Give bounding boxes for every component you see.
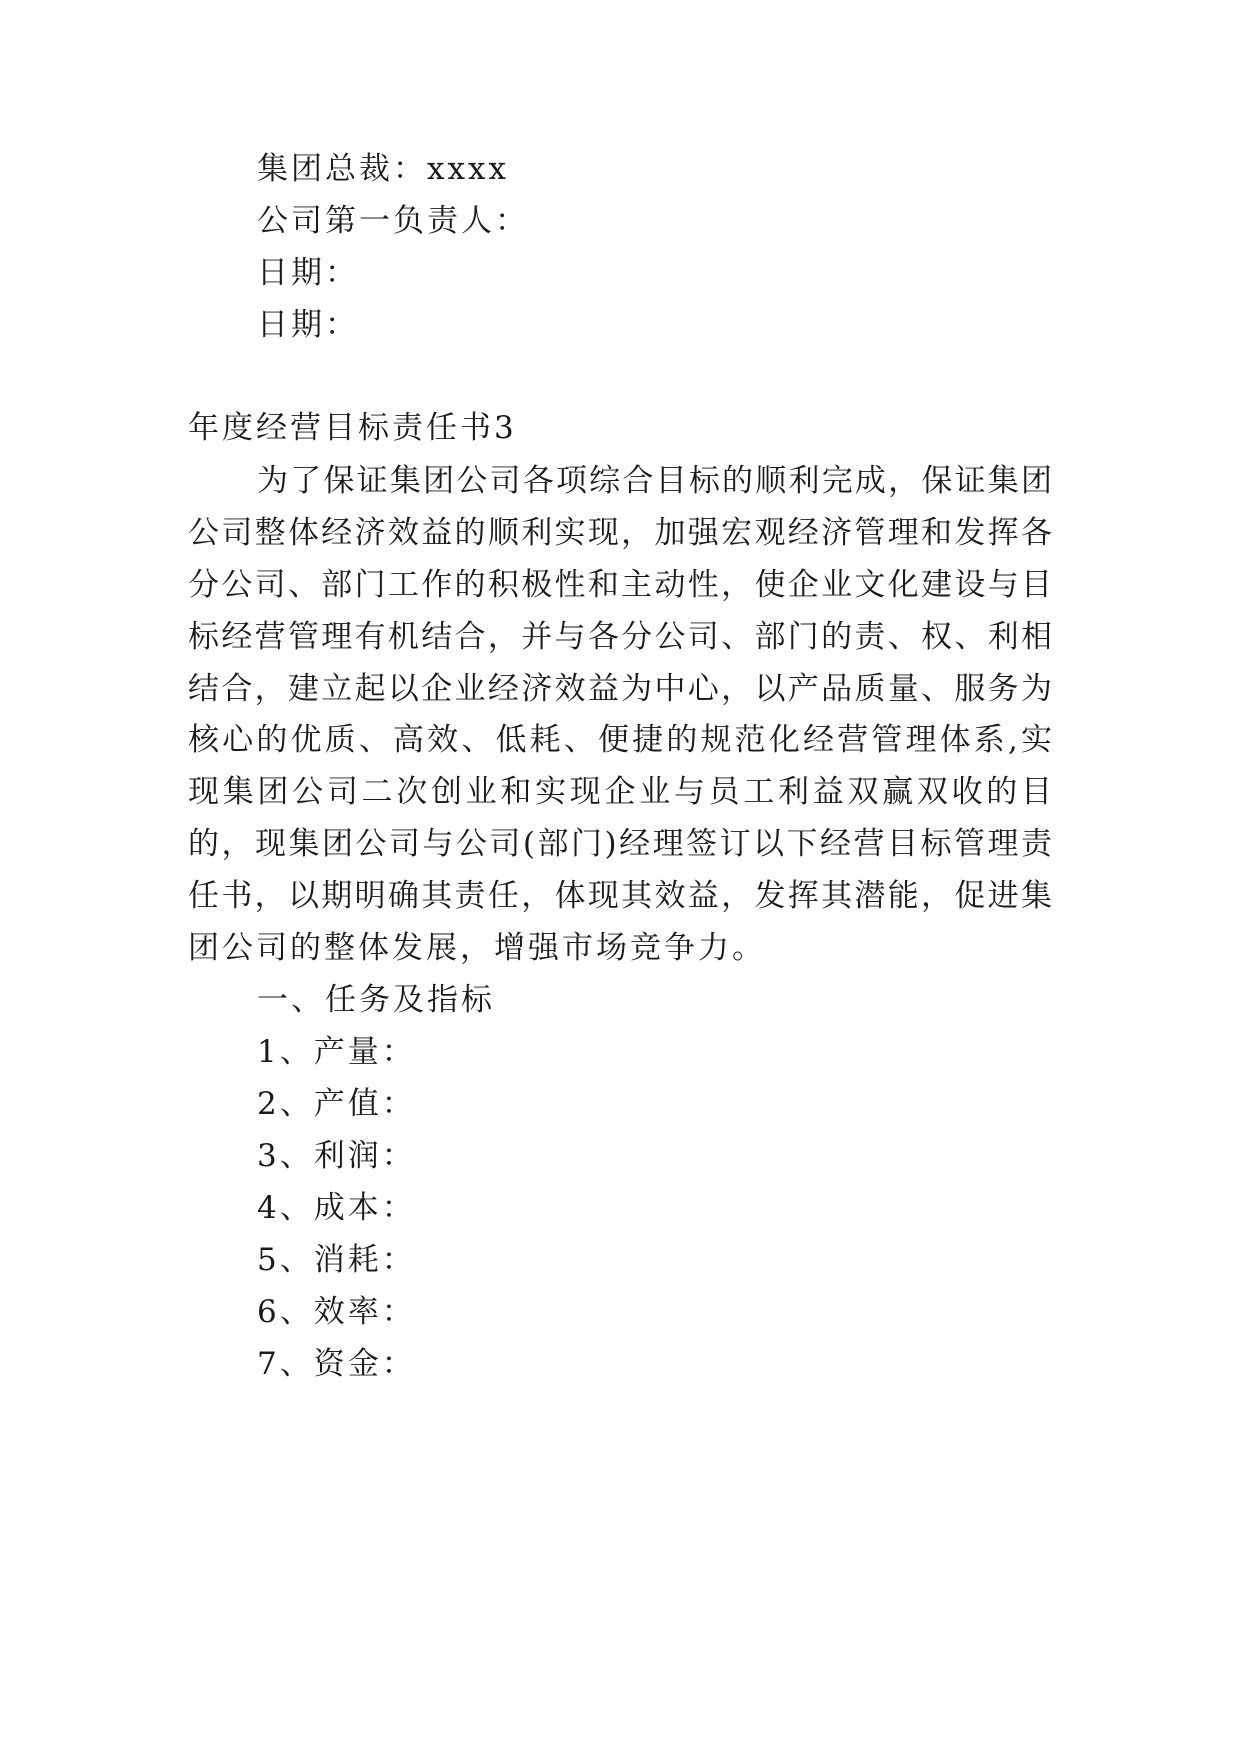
paragraph-line: 现集团公司二次创业和实现企业与员工利益双赢双收的目 — [188, 774, 1052, 810]
task-item: 1、产量： — [257, 1034, 416, 1070]
paragraph-line: 的，现集团公司与公司(部门)经理签订以下经营目标管理责 — [188, 826, 1052, 862]
paragraph-line: 团公司的整体发展，增强市场竞争力。 — [188, 930, 766, 966]
paragraph-line: 为了保证集团公司各项综合目标的顺利完成，保证集团 — [257, 463, 1052, 499]
task-item: 2、产值： — [257, 1086, 416, 1122]
paragraph-line: 结合，建立起以企业经济效益为中心，以产品质量、服务为 — [188, 671, 1052, 707]
paragraph-line: 公司整体经济效益的顺利实现，加强宏观经济管理和发挥各 — [188, 515, 1052, 551]
president-line: 集团总裁：xxxx — [257, 151, 509, 187]
paragraph-line: 分公司、部门工作的积极性和主动性，使企业文化建设与目 — [188, 567, 1052, 603]
paragraph-line: 核心的优质、高效、低耗、便捷的规范化经营管理体系,实 — [188, 722, 1052, 758]
tasks-heading: 一、任务及指标 — [257, 982, 495, 1018]
section-title: 年度经营目标责任书3 — [188, 410, 517, 446]
date-line-2: 日期： — [257, 307, 359, 343]
task-item: 6、效率： — [257, 1294, 416, 1330]
paragraph-line: 标经营管理有机结合，并与各分公司、部门的责、权、利相 — [188, 619, 1052, 655]
company-head-line: 公司第一负责人： — [257, 203, 529, 239]
paragraph-line: 任书，以期明确其责任，体现其效益，发挥其潜能，促进集 — [188, 878, 1052, 914]
date-line-1: 日期： — [257, 255, 359, 291]
task-item: 4、成本： — [257, 1190, 416, 1226]
task-item: 3、利润： — [257, 1138, 416, 1174]
task-item: 5、消耗： — [257, 1242, 416, 1278]
task-item: 7、资金： — [257, 1346, 416, 1382]
